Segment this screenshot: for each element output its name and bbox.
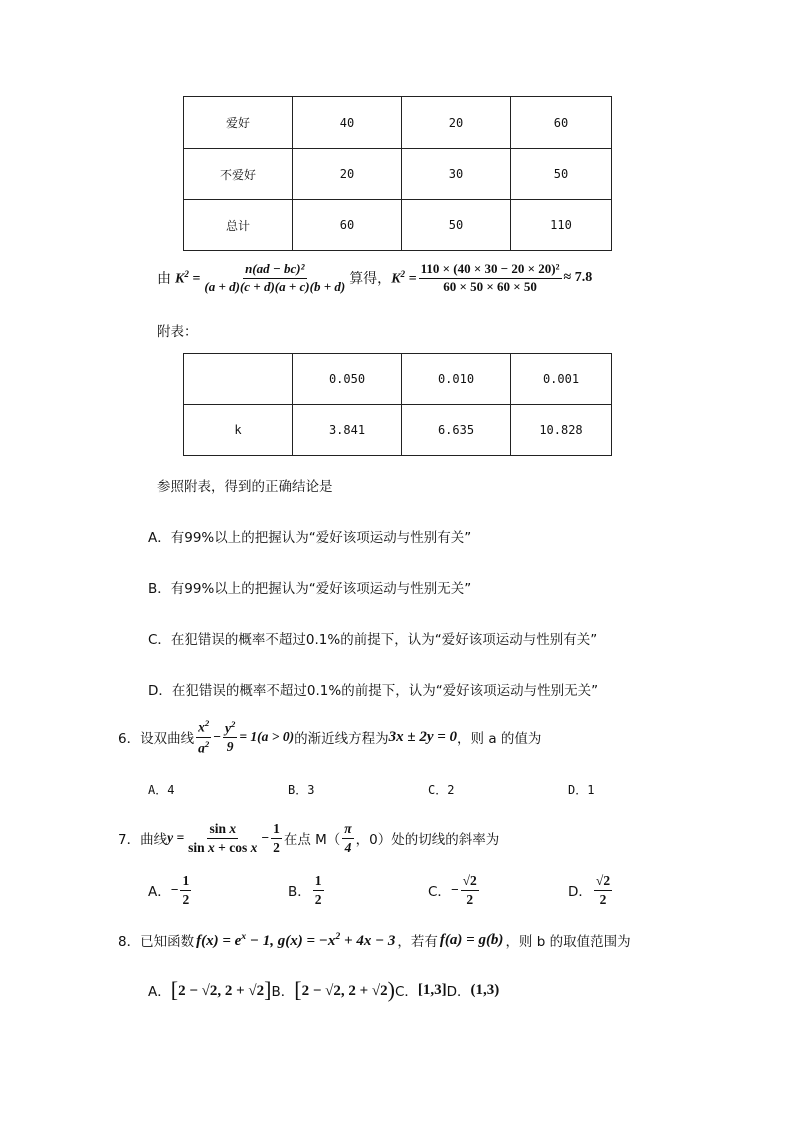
q5-option-b: B．有99%以上的把握认为“爱好该项运动与性别无关” [148,581,472,597]
option-letter: D． [568,884,592,900]
table-row [184,200,612,251]
q6-mid: 的渐近线方程为 [294,731,389,747]
q8-options: A． [2 − √2, 2 + √2] B． [2 − √2, 2 + √2) C． [1,3] D． (1,3) [148,977,500,1002]
appendix-label: 附表： [157,324,198,340]
q7-tail: ，0）处的切线的斜率为 [355,832,500,848]
q8-mid: ，若有 [397,934,438,950]
table-cell: 不爱好 [184,149,293,200]
table-cell: 110 [511,200,612,251]
option-letter: B． [271,984,295,1000]
q5-option-a: A．有99%以上的把握认为“爱好该项运动与性别有关” [148,530,472,546]
table-cell [184,354,293,405]
table-cell: 20 [402,97,511,149]
table-row [184,97,612,149]
table-cell: 60 [293,200,402,251]
k2-formula-line [157,254,592,302]
half-fraction: $\frac{1}{2}$ [273,820,280,855]
table-row [184,405,612,456]
q5-option-d: D．在犯错误的概率不超过0.1%的前提下，认为“爱好该项运动与性别无关” [148,683,599,699]
formula-result: ≈ 7.8 [563,270,593,285]
hyperbola-x-term: $\frac{x^2}{a^2}$ [198,718,210,755]
formula-prefix: 由 [157,271,171,287]
curve-fraction: $\frac{\text{sin x}}{\text{sin x + cos x}}$ [188,820,258,855]
table-cell: 10.828 [511,405,612,456]
formula-middle: 算得， [349,271,392,287]
option-letter: A． [148,984,171,1000]
table-cell: 50 [402,200,511,251]
q8-stem: 8．已知函数 $f(x) = e^x - 1$, $g(x) = -x^2 + 4x - 3$ ，若有 f(a) = g(b) ，则 b 的取值范围为 [118,930,631,950]
table-cell: 总计 [184,200,293,251]
critical-value-table [183,353,612,456]
table-cell: 40 [293,97,402,149]
table-cell: 3.841 [293,405,402,456]
fraction-numerator: 110 × (40 × 30 − 20 × 20)² [419,262,562,279]
table-cell: k [184,405,293,456]
table-cell: 50 [511,149,612,200]
q6-lead: 6．设双曲线 [118,731,195,747]
q6-option-a: A．4 [148,783,175,797]
hyperbola-y-term: $\frac{y^2}{9}$ [224,719,236,755]
table-cell: 30 [402,149,511,200]
q7-lead: 7．曲线 [118,832,168,848]
q7-mid: 在点 M（ [283,832,341,848]
q7-option-d: D． $\frac{√2}{2}$ [568,872,611,907]
table-cell: 0.010 [402,354,511,405]
table-row [184,354,612,405]
q6-option-d: D．1 [568,783,595,797]
option-letter: D． [446,984,471,1000]
frequency-table [183,96,612,251]
k2-symbol: $K^2$ = [391,268,417,287]
table-cell: 0.050 [293,354,402,405]
fraction-denominator: 60 × 50 × 60 × 50 [443,278,537,294]
q6-option-c: C．2 [428,783,455,797]
q8-lead: 8．已知函数 [118,934,195,950]
table-cell: 20 [293,149,402,200]
q7-option-c: C． − $\frac{√2}{2}$ [428,872,477,907]
k2-calc-fraction [419,262,562,295]
table-cell: 60 [511,97,612,149]
q6-stem: 6．设双曲线 $\frac{x^2}{a^2}$ − $\frac{y^2}{9}$ = 1(a > 0) 的渐近线方程为 3x ± 2y = 0 ，则 a 的值为 [118,718,542,755]
table-row [184,149,612,200]
q6-option-b: B．3 [288,783,315,797]
k2-general-fraction [202,262,347,295]
q5-stem: 参照附表，得到的正确结论是 [157,479,333,495]
table-cell: 6.635 [402,405,511,456]
q7-stem: 7．曲线 y = $\frac{\text{sin x}}{\text{sin x + cos x}}$ − $\frac{1}{2}$ 在点 M（ $\frac{\pi}{4}$ ，0）处的切线的斜率为 [118,820,500,855]
table-cell: 爱好 [184,97,293,149]
option-letter: C． [428,884,451,900]
q6-tail: ，则 a 的值为 [457,731,542,747]
fraction-numerator: n(ad − bc)² [243,262,306,279]
fraction-denominator: (a + d)(c + d)(a + c)(b + d) [204,278,346,294]
k2-symbol: $K^2$ = [175,268,201,287]
option-letter: A． [148,884,171,900]
q7-option-a: A． − $\frac{1}{2}$ [148,872,190,907]
option-letter: B． [288,884,311,900]
q8-tail: ，则 b 的取值范围为 [505,934,631,950]
q5-option-c: C．在犯错误的概率不超过0.1%的前提下，认为“爱好该项运动与性别有关” [148,632,598,648]
q7-option-b: B． $\frac{1}{2}$ [288,872,322,907]
option-letter: C． [394,984,418,1000]
table-cell: 0.001 [511,354,612,405]
pi-over-four: $\frac{\pi}{4}$ [344,820,352,855]
